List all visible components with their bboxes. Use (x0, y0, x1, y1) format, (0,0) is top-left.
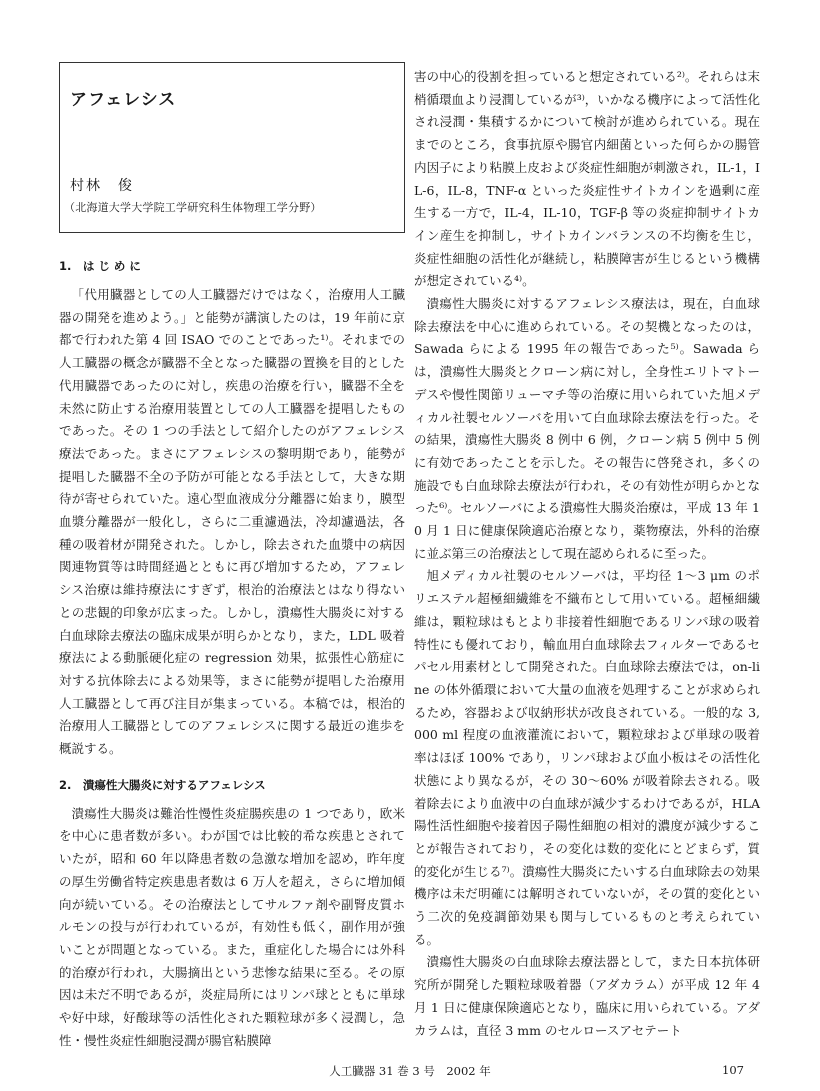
paragraph: 潰瘍性大腸炎の白血球除去療法器として，また日本抗体研究所が開発した顆粒球吸着器（アダカラム）が平成 12 年 4 月 1 日に健康保険適応となり，臨床に用いられている。アダカラムは，直径 3 mm のセルロースアセテート (414, 954, 760, 1038)
section-heading: 2. 潰瘍性大腸炎に対するアフェレシス (59, 777, 266, 792)
paragraph: 潰瘍性大腸炎に対するアフェレシス療法は，現在，白血球除去療法を中心に進められている。その契機となったのは，Sawada らによる 1995 年の報告であった⁵⁾。Sawada らは，潰瘍性大腸炎とクローン病に対し，全身性エリトマトーデスや慢性関節リューマチ等の治療に用いられていた旭メディカル社製セルソーバを用いて白血球除去療法を行った。その結果，潰瘍性大腸炎 8 例中 6 例，クローン病 5 例中 5 例に有効であったことを示した。その報告に啓発され，多くの施設でも白血球除去療法が行われ，その有効性が明らかとなった⁶⁾。セルソーバによる潰瘍性大腸炎治療は，平成 13 年 10 月 1 日に健康保険適応治療となり，薬物療法，外科的治療に並ぶ第三の治療法として現在認められるに至った。 (414, 296, 760, 561)
author-name: 村林 俊 (70, 178, 134, 194)
paragraph: 旭メディカル社製のセルソーバは，平均径 1～3 μm のポリエステル超極細繊維を不織布として用いている。超極細繊維は，顆粒球はもとより非接着性細胞であるリンパ球の吸着特性にも優れており，輸血用白血球除去フィルターであるセパセル用素材として開発された。白血球除去療法では，on-line の体外循環において大量の血液を処理することが求められるため，容器および収納形状が改良されている。一般的な 3,000 ml 程度の血液灌流において，顆粒球および単球の吸着率はほぼ 100% であり，リンパ球および血小板はその活性化状態により異なるが，その 30～60% が吸着除去される。吸着除去により血液中の白血球が減少するわけであるが，HLA 陽性活性細胞や接着因子陽性細胞の相対的濃度が減少することが報告されており，その変化は数的変化にとどまらず，質的変化が生じる⁷⁾。潰瘍性大腸炎にたいする白血球除去の効果機序は未だ明確には解明されていないが，その質的変化という二次的免疫調節効果も関与しているものと考えられている。 (414, 568, 760, 947)
paragraph: 「代用臓器としての人工臓器だけではなく，治療用人工臓器の開発を進めよう。」と能勢が講演したのは，19 年前に京都で行われた第 4 回 ISAO でのことであった¹⁾。それまでの人工臓器の概念が臓器不全となった臓器の置換を目的とした代用臓器であったのに対し，疾患の治療を行い，臓器不全を未然に防止する治療用装置としての人工臓器を提唱したものであった。その 1 つの手法として紹介したのがアフェレシス療法であった。まさにアフェレシスの黎明期であり，能勢が提唱した臓器不全の予防が可能となる手法として，大きな期待が寄せられていた。遠心型血液成分分離器に始まり，膜型血漿分離器が一般化し，さらに二重濾過法，冷却濾過法，各種の吸着材が開発された。しかし，除去された血漿中の病因関連物質等は時間経過とともに再び増加するため，アフェレシス治療は維持療法にすぎず，根治的治療法とはなり得ないとの悲観的印象が広まった。しかし，潰瘍性大腸炎に対する白血球除去療法の臨床成果が明らかとなり，また，LDL 吸着療法による動脈硬化症の regression 効果，拡張性心筋症に対する抗体除去による効果等，まさに能勢が提唱した治療用人工臓器として再び注目が集まっている。本稿では，根治的治療用人工臓器としてのアフェレシスに関する最近の進歩を概説する。 (59, 287, 405, 757)
left-column (59, 62, 405, 1053)
author-affiliation: （北海道大学大学院工学研究科生体物理工学分野） (64, 201, 322, 214)
section-ulcerative-colitis (59, 775, 405, 1053)
article-title: アフェレシス (70, 90, 177, 110)
paragraph: 潰瘍性大腸炎は難治性慢性炎症腸疾患の 1 つであり，欧米を中心に患者数が多い。わが国では比較的希な疾患とされていたが，昭和 60 年以降患者数の急激な増加を認め，昨年度の厚生労働省特定疾患患者数は 6 万人を超え，さらに増加傾向が続いている。その治療法としてサルファ剤や副腎皮質ホルモンの投与が行われているが，有効性も低く，副作用が強いことが問題となっている。また，重症化した場合には外科的治療が行われ，大腸摘出という悲惨な結果に至る。その原因は未だ不明であるが，炎症局所にはリンパ球とともに単球や好中球，好酸球等の活性化された顆粒球が多く浸潤し，急性・慢性炎症性細胞浸潤が腸官粘膜障 (59, 805, 405, 1048)
page-number: 107 (722, 1063, 744, 1077)
paragraph: 害の中心的役割を担っていると想定されている²⁾。それらは末梢循環血より浸潤しているが³⁾，いかなる機序によって活性化され浸潤・集積するかについて検討が進められている。現在までのところ，食事抗原や腸官内細菌といった何らかの腸管内因子により粘膜上皮および炎症性細胞が刺激され，IL-1，IL-6，IL-8，TNF-α といった炎症性サイトカインを過剰に産生する一方で，IL-4，IL-10，TGF-β 等の炎症抑制サイトカイン産生を抑制し，サイトカインバランスの不均衡を生じ，炎症性細胞の活性化が継続し，粘膜障害が生じるという機構が想定されている⁴⁾。 (414, 69, 760, 289)
section-introduction (59, 256, 405, 761)
section-heading: 1. は じ め に (59, 259, 141, 273)
right-column (414, 62, 760, 1042)
title-box (59, 62, 405, 233)
journal-footer: 人工臓器 31 巻 3 号 2002 年 (329, 1064, 491, 1078)
